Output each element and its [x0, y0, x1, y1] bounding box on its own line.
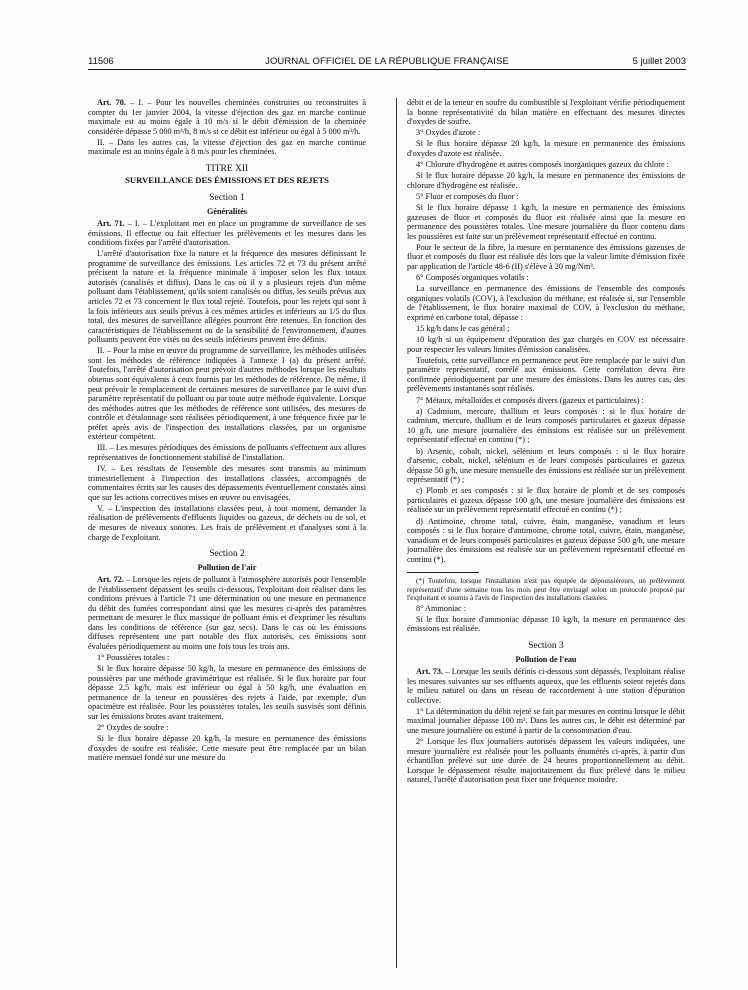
dust-title: 1° Poussières totales : — [97, 653, 170, 663]
cov-title: 6° Composés organiques volatils : — [416, 273, 529, 283]
art71-para1: Art. 71. – I. – L'exploitant met en place un programme de surveillance de ses émissions. Il effectue ou fait effectuer les prélèvements et les mesures dans les conditions fixées par l'arrêté d'autorisation. — [88, 219, 366, 248]
nox-title: 3° Oxydes d'azote : — [416, 128, 481, 138]
fluor-para1: Si le flux horaire dépasse 1 kg/h, la mesure en permanence des émissions gazeuses de fluor et composés du fluor est réalisée ainsi que la mesure en permanence des poussières totales. Une mesure journalière du fluor contenu dans les poussières est faite sur un prélèvement représentatif effectué en continu. — [407, 203, 685, 241]
metals-c: c) Plomb et ses composés : si le flux horaire de plomb et de ses composés particulaires et gazeux dépasse 100 g/h, une mesure journalière des émissions est réalisée sur un prélèvement représentatif effectué en continu (*) ; — [407, 486, 685, 515]
art70-para1: Art. 70. – I. – Pour les nouvelles cheminées construites ou reconstruites à compter du 1er janvier 2004, la vitesse d'éjection des gaz en marche continue maximale est au moins égale à 10 m/s si le débit d'émission de la cheminée considérée dépasse 5 000 m³/h, 8 m/s si ce débit est inférieur ou égal à 5 000 m³/h. — [88, 98, 366, 136]
page-header — [88, 56, 686, 68]
metals-b: b) Arsenic, cobalt, nickel, sélénium et leurs composés : si le flux horaire d'arsenic, cobalt, nickel, sélénium et de leurs composés particulaires et gazeux dépasse 50 g/h, une mesure mensuelle des émissions est réalisée sur un prélèvement représentatif (*) ; — [407, 446, 685, 485]
cov-para2: 15 kg/h dans le cas général ; — [416, 323, 510, 333]
art71-para2: L'arrêté d'autorisation fixe la nature et la fréquence des mesures définissant le programme de surveillance des émissions. Les articles 72 et 73 du présent arrêté précisent la nature et la fréquence minimale à imposer selon les flux totaux autorisés (canalisés et diffus). Dans le cas où il y a plusieurs rejets d'un même polluant dans l'établissement, qu'ils soient canalisés ou diffus, les seuils prévus aux articles 72 et 73 concernent le flux total rejeté. Toutefois, pour les rejets qui sont à la fois inférieurs aux seuils prévus à ces mêmes articles et inférieurs au 1/5 du flux total, des mesures de surveillance allégées pourront être retenues. En fonction des caractéristiques de l'établissement ou de la sensibilité de l'environnement, d'autres polluants peuvent être visés ou des seuils inférieurs peuvent être définis. — [88, 249, 366, 345]
section1-heading: Section 1 — [209, 192, 245, 203]
hcl-para: Si le flux horaire dépasse 20 kg/h, la mesure en permanence des émissions de chlorure d'hydrogène est réalisée. — [407, 171, 685, 190]
art71-para5: IV. – Les résultats de l'ensemble des mesures sont transmis au minimum trimestriellement à l'inspection des installations classées, accompagnés de commentaires écrits sur les causes des dépassements éventuellement constatés ainsi que sur les actions correctives mises en œuvre ou envisagées. — [88, 464, 366, 502]
page-number: 11506 — [88, 56, 114, 67]
titre-heading: TITRE XII — [205, 163, 249, 174]
art72-label: Art. 72. — [97, 575, 124, 585]
journal-title: JOURNAL OFFICIEL DE LA RÉPUBLIQUE FRANÇAISE — [265, 56, 509, 67]
fluor-para2: Pour le secteur de la fibre, la mesure en permanence des émissions gazeuses de fluor et composés du fluor est réalisée dès lors que la valeur limite d'émission fixée par application de l'article 48-6 (II) s'élève à 20 mg/Nm³. — [407, 242, 685, 271]
art73-para3: 2° Lorsque les flux journaliers autorisés dépassent les valeurs indiquées, une mesure journalière est réalisée pour les polluants énumérés ci-après, à partir d'un échantillon prélevé sur une durée de 24 heures proportionnellement au débit. Lorsque le dépassement résulte majoritairement du flux prélevé dans le milieu naturel, l'arrêté d'autorisation peut fixer une fréquence moindre. — [407, 737, 685, 785]
so2-continued: débit et de la teneur en soufre du combustible si l'exploitant vérifie périodiquement la bonne représentativité du bilan matière en effectuant des mesures directes d'oxydes de soufre. — [407, 98, 685, 127]
dust-para: Si le flux horaire dépasse 50 kg/h, la mesure en permanence des émissions de poussières par une méthode gravimétrique est réalisée. Si le flux horaire par four dépasse 2,5 kg/h, mais est inférieur ou égal à 50 kg/h, une évaluation en permanence de la teneur en poussières des rejets à l'aide, par exemple, d'un opacimètre est réalisée. Pour les poussières totales, les seuils susvisés sont définis sur les émissions brutes avant traitement. — [88, 664, 366, 722]
header-rule — [88, 69, 686, 70]
cov-para4: Toutefois, cette surveillance en permanence peut être remplacée par le suivi d'un paramètre représentatif, corrélé aux émissions. Cette corrélation devra être confirmée périodiquement par une mesure des émissions. Dans les autres cas, des prélèvements instantanés sont réalisés. — [407, 355, 685, 394]
art70-label: Art. 70. — [97, 98, 126, 107]
nh3-para: Si le flux horaire d'ammoniac dépasse 10 kg/h, la mesure en permanence des émissions est réalisée. — [407, 614, 685, 634]
art73-para1: Art. 73. – Lorsque les seuils définis ci-dessous sont dépassés, l'exploitant réalise les mesures suivantes sur ses effluents aqueux, que les effluents soient rejetés dans le milieu naturel ou dans un réseau de raccordement à une station d'épuration collective. — [407, 667, 685, 705]
right-column — [407, 98, 685, 786]
art73-para2: 1° La détermination du débit rejeté se fait par mesures en continu lorsque le débit maximal journalier dépasse 100 m³. Dans les autres cas, le débit est déterminé par une mesure journalière ou estimé à partir de la consommation d'eau. — [407, 706, 685, 735]
left-column — [88, 98, 366, 765]
titre-subheading: SURVEILLANCE DES ÉMISSIONS ET DES REJETS — [125, 175, 329, 186]
art71-label: Art. 71. — [97, 219, 125, 229]
cov-para1: La surveillance en permanence des émissions de l'ensemble des composés organiques volatils (COV), à l'exclusion du méthane, est réalisée si, sur l'ensemble de l'établissement, le flux horaire maximal de COV, à l'exclusion du méthane, exprimé en carbone total, dépasse : — [407, 284, 685, 322]
footnote: (*) Toutefois, lorsque l'installation n'est pas équipée de dépoussiéreurs, un prélèvement représentatif d'une semaine tous les mois peut être envisagé selon un protocole proposé par l'exploitant et soumis à l'avis de l'inspection des installations classées. — [407, 577, 685, 602]
section3-subheading: Pollution de l'eau — [515, 654, 577, 664]
fluor-title: 5° Fluor et composés du fluor : — [416, 191, 519, 201]
column-divider — [396, 98, 397, 968]
art72-para1: Art. 72. – Lorsque les rejets de polluant à l'atmosphère autorisés pour l'ensemble de l'établissement dépassent les seuils ci-dessous, l'exploitant doit réaliser dans les conditions prévues à l'article 71 une détermination ou une mesure en permanence du débit des fumées correspondant ainsi que les mesures ci-après des paramètres permettant de mesurer le flux massique de polluant émis et d'exprimer les résultats dans les conditions de référence (sur gaz secs). Dans le cas où les émissions diffuses représentent une part notable des flux autorisés, ces émissions sont évaluées périodiquement au moins une fois tous les trois ans. — [88, 575, 366, 651]
metals-d: d) Antimoine, chrome total, cuivre, étain, manganèse, vanadium et leurs composés : si le flux horaire d'antimoine, chrome total, cuivre, étain, manganèse, vanadium et de leurs composés particulaires et gazeux dépasse 500 g/h, une mesure journalière des émissions est réalisée sur un prélèvement représentatif effectué en continu (*). — [407, 516, 685, 564]
issue-date: 5 juillet 2003 — [632, 56, 686, 67]
section1-subheading: Généralités — [206, 206, 247, 216]
so2-title: 2° Oxydes de soufre : — [97, 723, 169, 733]
section2-heading: Section 2 — [209, 549, 245, 560]
hcl-title: 4° Chlorure d'hydrogène et autres composés inorganiques gazeux du chlore : — [416, 160, 669, 170]
cov-para3: 10 kg/h si un équipement d'épuration des gaz chargés en COV est nécessaire pour respecter les valeurs limites d'émission canalisées. — [407, 335, 685, 354]
nox-para: Si le flux horaire dépasse 20 kg/h, la mesure en permanence des émissions d'oxydes d'azote est réalisée. — [407, 139, 685, 158]
footnote-rule — [407, 572, 479, 573]
art70-para2: II. – Dans les autres cas, la vitesse d'éjection des gaz en marche continue maximale est au moins égale à 8 m/s pour les cheminées. — [88, 137, 366, 157]
so2-para: Si le flux horaire dépasse 20 kg/h, la mesure en permanence des émissions d'oxydes de soufre est réalisée. Cette mesure peut être remplacée par un bilan matière mensuel fondé sur une mesure du — [88, 734, 366, 763]
art71-para6: V. – L'inspection des installations classées peut, à tout moment, demander la réalisation de prélèvements d'effluents liquides ou gazeux, de déchets ou de sol, et de mesures de niveaux sonores. Les frais de prélèvement et d'analyses sont à la charge de l'exploitant. — [88, 503, 366, 542]
art73-label: Art. 73. — [416, 667, 444, 677]
art71-para4: III. – Les mesures périodiques des émissions de polluants s'effectuent aux allures représentatives de fonctionnement stabilisé de l'installation. — [88, 443, 366, 462]
nh3-title: 8° Ammoniac : — [416, 603, 467, 613]
metals-title: 7° Métaux, métalloïdes et composés divers (gazeux et particulaires) : — [416, 395, 644, 405]
metals-a: a) Cadmium, mercure, thallium et leurs composés : si le flux horaire de cadmium, mercure, thallium et de leurs composés particulaires et gazeux dépasse 10 g/h, une mesure journalière des émissions est réalisée sur un prélèvement représentatif effectué en continu (*) ; — [407, 406, 685, 445]
section2-subheading: Pollution de l'air — [197, 562, 257, 572]
art71-para3: II. – Pour la mise en œuvre du programme de surveillance, les méthodes utilisées sont les méthodes de référence indiquées à l'annexe I (a) du présent arrêté. Toutefois, l'arrêté d'autorisation peut prévoir d'autres méthodes lorsque les résultats obtenus sont équivalents à ceux fournis par les méthodes de référence. De même, il peut prévoir le remplacement de certaines mesures de surveillance par le suivi d'un paramètre représentatif du polluant ou par toute autre méthode équivalente. Lorsque des méthodes autres que les méthodes de référence sont utilisées, des mesures de contrôle et d'étalonnage sont réalisées périodiquement, à une fréquence fixée par le préfet après avis de l'inspection des installations classées, par un organisme extérieur compétent. — [88, 346, 366, 442]
section3-heading: Section 3 — [528, 640, 564, 651]
